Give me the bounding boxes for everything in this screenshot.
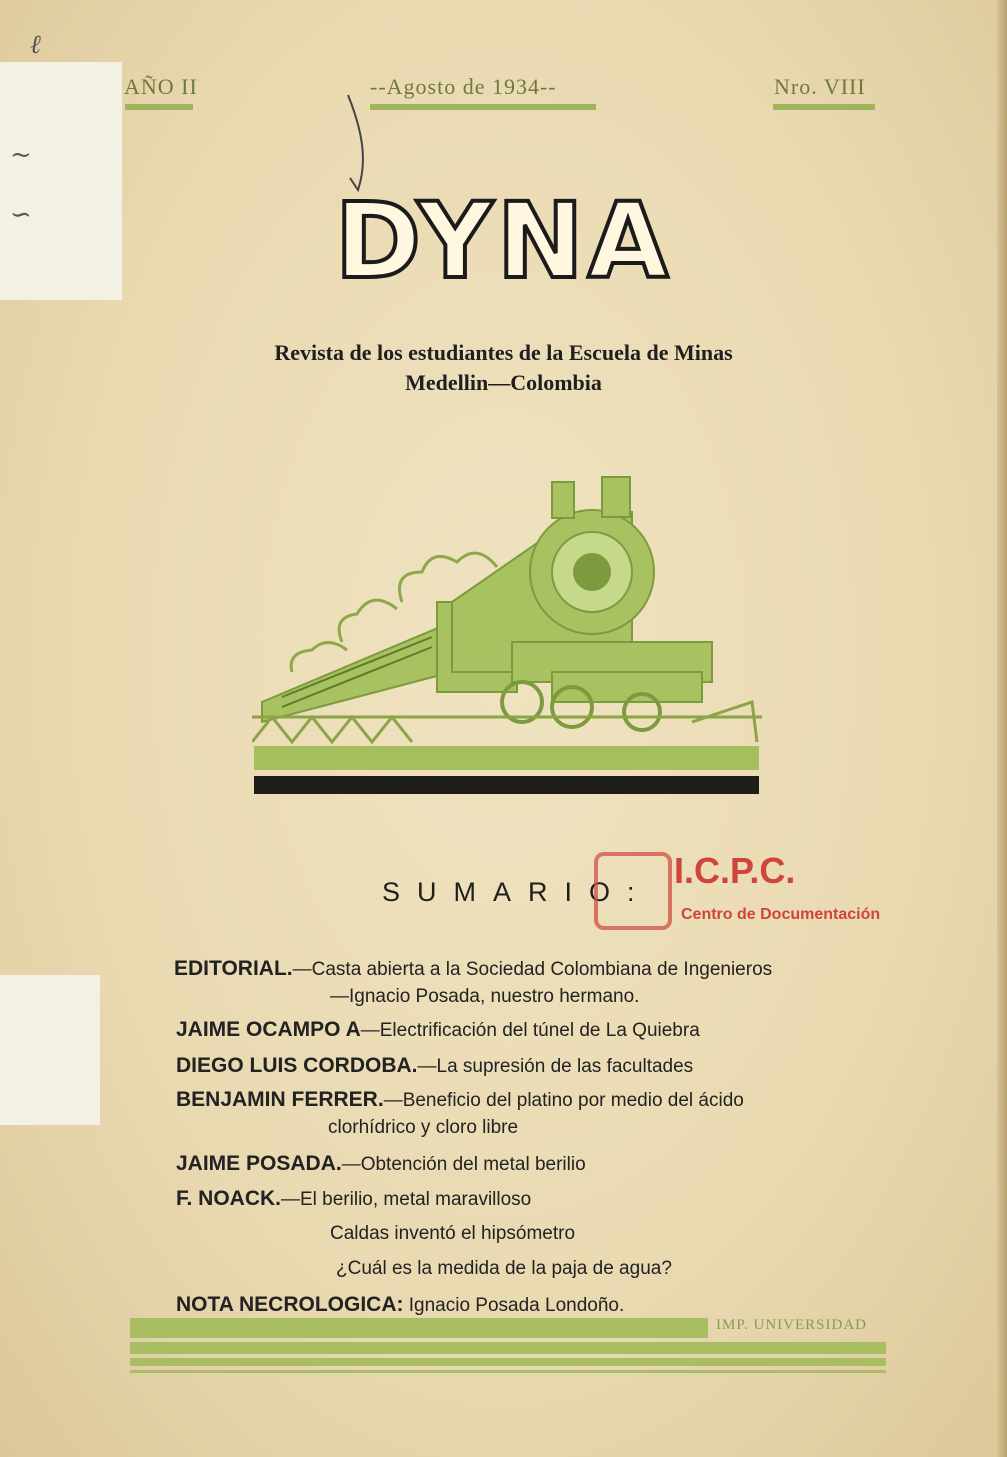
toc-title: Caldas inventó el hipsómetro bbox=[330, 1223, 576, 1244]
library-label-small bbox=[0, 975, 100, 1125]
footer-band bbox=[130, 1358, 886, 1366]
toc-entry bbox=[328, 1117, 518, 1139]
header-rule bbox=[370, 104, 596, 110]
toc-title: —Beneficio del platino por medio del ácido bbox=[383, 1090, 744, 1111]
locomotive-illustration bbox=[252, 472, 762, 772]
toc-entry bbox=[176, 1088, 744, 1112]
toc-title: —El berilio, metal maravilloso bbox=[281, 1189, 532, 1210]
magazine-title: DYNA bbox=[334, 180, 673, 302]
toc-title: —Casta abierta a la Sociedad Colombiana de Ingenieros bbox=[292, 959, 773, 980]
footer-band bbox=[130, 1342, 886, 1354]
printer-credit: IMP. UNIVERSIDAD bbox=[716, 1317, 868, 1333]
subtitle-line-1: Revista de los estudiantes de la Escuela de Minas bbox=[274, 340, 733, 365]
header-rule bbox=[773, 104, 875, 110]
stamp-title: I.C.P.C. bbox=[674, 850, 796, 891]
toc-entry bbox=[176, 1293, 624, 1317]
toc-entry bbox=[336, 1258, 672, 1280]
toc-title: ¿Cuál es la medida de la paja de agua? bbox=[336, 1258, 672, 1279]
toc-title: —Electrificación del túnel de La Quiebra bbox=[360, 1020, 700, 1041]
issue-number: Nro. VIII bbox=[774, 74, 866, 99]
toc-author: DIEGO LUIS CORDOBA. bbox=[176, 1054, 418, 1077]
pencil-mark: ℓ bbox=[30, 30, 41, 60]
footer-rule bbox=[130, 1370, 886, 1373]
toc-title: —La supresión de las facultades bbox=[417, 1056, 694, 1077]
toc-title: clorhídrico y cloro libre bbox=[328, 1117, 519, 1138]
green-band bbox=[254, 746, 759, 770]
toc-author: BENJAMIN FERRER. bbox=[176, 1088, 384, 1111]
stamp-subtitle: Centro de Documentación bbox=[681, 906, 881, 923]
toc-entry bbox=[174, 957, 772, 981]
pencil-mark: ∽ bbox=[10, 200, 32, 230]
toc-author: EDITORIAL. bbox=[174, 957, 293, 980]
toc-title: —Ignacio Posada, nuestro hermano. bbox=[330, 986, 640, 1007]
toc-title: —Obtención del metal berilio bbox=[341, 1154, 586, 1175]
pencil-mark: ~ bbox=[10, 140, 32, 170]
toc-entry bbox=[176, 1054, 693, 1078]
toc-entry bbox=[176, 1018, 700, 1042]
toc-entry bbox=[176, 1152, 586, 1176]
toc-author: NOTA NECROLOGICA: bbox=[176, 1293, 404, 1316]
toc-entry bbox=[330, 986, 639, 1008]
toc-author: F. NOACK. bbox=[176, 1187, 281, 1210]
issue-date: --Agosto de 1934-- bbox=[370, 74, 557, 99]
stamp-logo bbox=[594, 852, 672, 930]
toc-author: JAIME POSADA. bbox=[176, 1152, 342, 1175]
sumario-heading: SUMARIO: bbox=[382, 877, 652, 907]
subtitle-line-2: Medellin—Colombia bbox=[405, 370, 602, 395]
volume-label: AÑO II bbox=[124, 74, 198, 99]
toc-entry bbox=[176, 1187, 531, 1211]
toc-entry bbox=[330, 1223, 575, 1245]
black-band bbox=[254, 776, 759, 794]
footer-band bbox=[130, 1318, 708, 1338]
header-rule bbox=[125, 104, 193, 110]
toc-title: Ignacio Posada Londoño. bbox=[403, 1295, 625, 1316]
toc-author: JAIME OCAMPO A bbox=[176, 1018, 361, 1041]
